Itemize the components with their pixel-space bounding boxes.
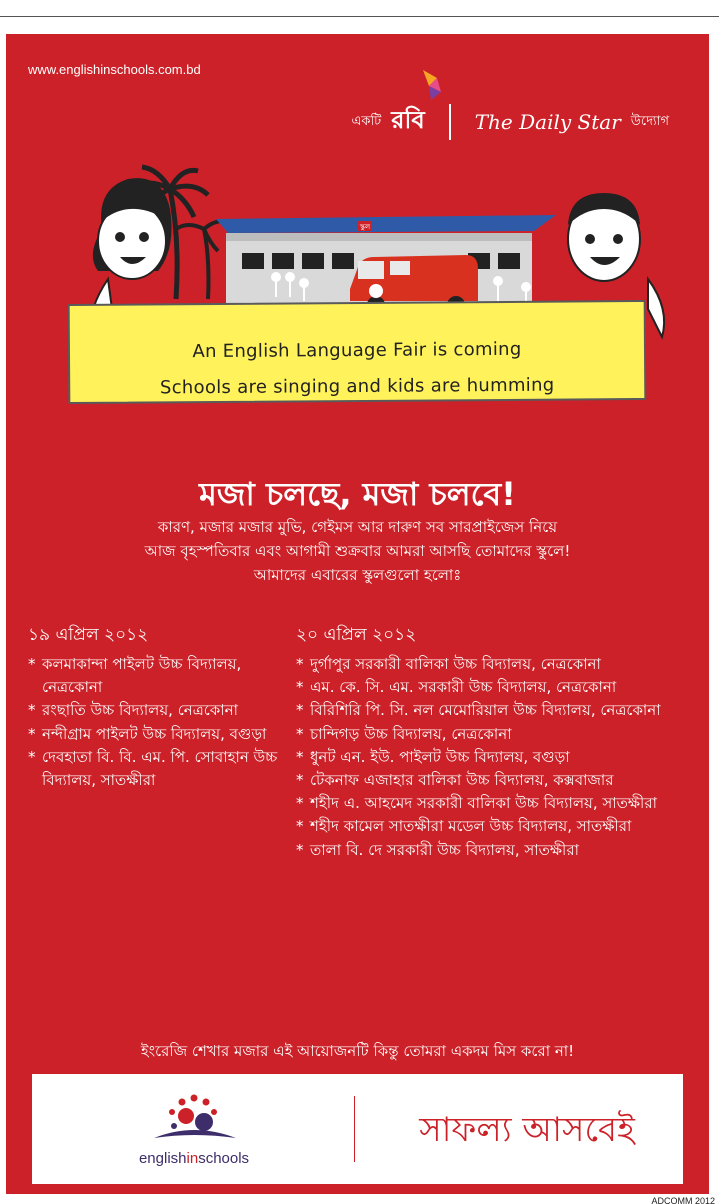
school-name: বিরিশিরি পি. সি. নল মেমোরিয়াল উচ্চ বিদ্যালয়, নেত্রকোনা bbox=[310, 701, 661, 720]
school-name: টেকনাফ এজাহার বালিকা উচ্চ বিদ্যালয়, কক্সবাজার bbox=[310, 771, 614, 790]
brand-divider bbox=[449, 104, 451, 140]
date-day-1: ১৯ এপ্রিল ২০১২ bbox=[28, 625, 149, 645]
list-item bbox=[28, 746, 303, 792]
list-item bbox=[296, 769, 696, 792]
dots-logo-icon bbox=[124, 1088, 264, 1148]
banner-line-2: Schools are singing and kids are humming bbox=[159, 374, 555, 399]
list-item bbox=[296, 699, 696, 722]
robi-mark-icon bbox=[417, 68, 443, 102]
footer-panel bbox=[32, 1074, 683, 1184]
list-item bbox=[296, 815, 696, 838]
logo-part-english: english bbox=[138, 1150, 187, 1167]
bullet: * bbox=[296, 655, 304, 673]
bullet: * bbox=[296, 840, 304, 859]
school-name: কলমাকান্দা পাইলট উচ্চ বিদ্যালয়, নেত্রকোনা bbox=[42, 655, 242, 697]
list-item bbox=[296, 839, 696, 862]
website-url[interactable]: www.englishinschools.com.bd bbox=[28, 62, 201, 77]
bullet: * bbox=[296, 678, 304, 697]
headline: মজা চলছে, মজা চলবে! bbox=[199, 475, 516, 513]
date-day-2: ২০ এপ্রিল ২০১২ bbox=[296, 625, 417, 645]
bullet: * bbox=[28, 701, 36, 720]
credit-label: ADCOMM 2012 bbox=[651, 1196, 715, 1204]
bullet: * bbox=[296, 771, 304, 790]
englishinschools-logo bbox=[124, 1088, 264, 1178]
schedule-day-1 bbox=[28, 624, 303, 792]
school-name: শহীদ কামেল সাতক্ষীরা মডেল উচ্চ বিদ্যালয়, সাতক্ষীরা bbox=[310, 817, 632, 836]
banner-line-1: An English Language Fair is coming bbox=[192, 338, 522, 363]
footer-divider bbox=[354, 1096, 355, 1162]
bullet: * bbox=[296, 701, 304, 720]
intro-line-2: আজ বৃহস্পতিবার এবং আগামী শুক্রবার আমরা আসছি তোমাদের স্কুলে! bbox=[144, 542, 571, 560]
school-name: রংছাতি উচ্চ বিদ্যালয়, নেত্রকোনা bbox=[42, 701, 238, 720]
bullet: * bbox=[28, 747, 36, 766]
school-name: দুর্গাপুর সরকারী বালিকা উচ্চ বিদ্যালয়, নেত্রকোনা bbox=[310, 655, 601, 673]
closing-line: ইংরেজি শেখার মজার এই আয়োজনটি কিন্তু তোমরা একদম মিস করো না! bbox=[140, 1042, 575, 1060]
robi-logo bbox=[391, 102, 424, 142]
bullet: * bbox=[28, 655, 36, 673]
top-rule bbox=[0, 16, 719, 17]
bullet: * bbox=[296, 817, 304, 836]
list-item bbox=[28, 653, 303, 699]
bullet: * bbox=[296, 794, 304, 813]
banner bbox=[68, 300, 647, 404]
intro-line-3: আমাদের এবারের স্কুলগুলো হলোঃ bbox=[253, 566, 462, 584]
list-item bbox=[296, 746, 696, 769]
school-name: চান্দিগড় উচ্চ বিদ্যালয়, নেত্রকোনা bbox=[310, 724, 512, 743]
udyog-label: উদ্যোগ bbox=[630, 113, 669, 129]
school-name: শহীদ এ. আহমেদ সরকারী বালিকা উচ্চ বিদ্যালয়, সাতক্ষীরা bbox=[310, 794, 657, 813]
school-name: তালা বি. দে সরকারী উচ্চ বিদ্যালয়, সাতক্ষীরা bbox=[310, 840, 579, 859]
list-item bbox=[296, 792, 696, 815]
bullet: * bbox=[296, 724, 304, 743]
ekti-label: একটি bbox=[351, 113, 382, 129]
robi-text: রবি bbox=[391, 106, 425, 134]
advertisement bbox=[6, 34, 709, 1194]
logo-part-in: in bbox=[186, 1150, 199, 1167]
school-name: দেবহাতা বি. বি. এম. পি. সোবাহান উচ্চ বিদ্যালয়, সাতক্ষীরা bbox=[42, 747, 278, 790]
intro-line-1: কারণ, মজার মজার মুভি, গেইমস আর দারুণ সব সারপ্রাইজেস নিয়ে bbox=[157, 518, 558, 536]
school-name: নন্দীগ্রাম পাইলট উচ্চ বিদ্যালয়, বগুড়া bbox=[42, 724, 267, 743]
school-sign: স্কুল bbox=[359, 223, 371, 231]
schedule-day-2 bbox=[296, 624, 696, 862]
logo-wordmark bbox=[124, 1150, 264, 1167]
logo-part-schools: schools bbox=[198, 1150, 250, 1167]
brand-row bbox=[351, 102, 669, 142]
bullet: * bbox=[296, 747, 304, 766]
list-item bbox=[28, 699, 303, 722]
bullet: * bbox=[28, 724, 36, 743]
daily-star-logo: The Daily Star bbox=[474, 110, 621, 134]
list-item bbox=[296, 653, 696, 676]
school-name: ধুনট এন. ইউ. পাইলট উচ্চ বিদ্যালয়, বগুড়া bbox=[310, 747, 570, 766]
list-item bbox=[296, 676, 696, 699]
list-item bbox=[28, 723, 303, 746]
school-name: এম. কে. সি. এম. সরকারী উচ্চ বিদ্যালয়, নেত্রকোনা bbox=[310, 678, 617, 697]
list-item bbox=[296, 723, 696, 746]
tagline: সাফল্য আসবেই bbox=[419, 1110, 635, 1150]
